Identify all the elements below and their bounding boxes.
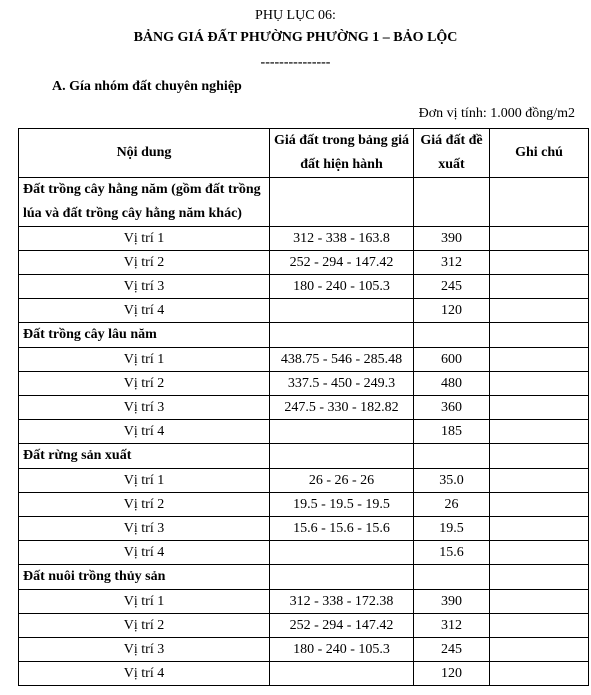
table-row [19,372,589,396]
category-row [19,444,589,469]
table-row [19,614,589,638]
note-cell [490,590,589,614]
table-row [19,493,589,517]
table-row [19,299,589,323]
empty-cell [270,444,414,469]
note-cell [490,348,589,372]
position-label: Vị trí 2 [19,372,270,396]
proposed-price-cell: 19.5 [414,517,490,541]
table-header-row [19,129,589,178]
document-title: BẢNG GIÁ ĐẤT PHƯỜNG PHƯỜNG 1 – BẢO LỘC [133,30,458,45]
position-label: Vị trí 4 [19,420,270,444]
position-label: Vị trí 2 [19,614,270,638]
position-label: Vị trí 1 [19,590,270,614]
position-label: Vị trí 3 [19,396,270,420]
note-cell [490,469,589,493]
position-label: Vị trí 4 [19,541,270,565]
position-label: Vị trí 3 [19,275,270,299]
column-header-proposed-price: Giá đất đề xuất [414,129,490,178]
position-label: Vị trí 1 [19,469,270,493]
note-cell [490,396,589,420]
table-row [19,227,589,251]
price-table [18,128,589,686]
note-cell [490,493,589,517]
proposed-price-cell: 120 [414,662,490,686]
position-label: Vị trí 3 [19,638,270,662]
proposed-price-cell: 120 [414,299,490,323]
current-price-cell: 337.5 - 450 - 249.3 [270,372,414,396]
table-row [19,420,589,444]
empty-cell [414,178,490,227]
empty-cell [270,565,414,590]
table-row [19,348,589,372]
note-cell [490,227,589,251]
current-price-cell: 180 - 240 - 105.3 [270,638,414,662]
table-row [19,469,589,493]
current-price-cell: 19.5 - 19.5 - 19.5 [270,493,414,517]
empty-cell [270,178,414,227]
proposed-price-cell: 26 [414,493,490,517]
proposed-price-cell: 245 [414,275,490,299]
unit-note: Đơn vị tính: 1.000 đồng/m2 [418,106,575,121]
category-name: Đất rừng sản xuất [19,444,270,469]
current-price-cell: 252 - 294 - 147.42 [270,251,414,275]
position-label: Vị trí 4 [19,662,270,686]
empty-cell [490,444,589,469]
section-heading: A. Gía nhóm đất chuyên nghiệp [52,79,242,94]
proposed-price-cell: 600 [414,348,490,372]
empty-cell [414,565,490,590]
table-row [19,251,589,275]
empty-cell [414,323,490,348]
position-label: Vị trí 2 [19,493,270,517]
proposed-price-cell: 390 [414,227,490,251]
proposed-price-cell: 312 [414,251,490,275]
current-price-cell: 252 - 294 - 147.42 [270,614,414,638]
note-cell [490,299,589,323]
note-cell [490,275,589,299]
table-row [19,541,589,565]
column-header-note: Ghi chú [490,129,589,178]
note-cell [490,251,589,275]
position-label: Vị trí 1 [19,348,270,372]
current-price-cell: 15.6 - 15.6 - 15.6 [270,517,414,541]
current-price-cell: 312 - 338 - 163.8 [270,227,414,251]
note-cell [490,614,589,638]
table-body [19,178,589,686]
title-separator: --------------- [260,55,331,70]
empty-cell [414,444,490,469]
proposed-price-cell: 360 [414,396,490,420]
note-cell [490,662,589,686]
empty-cell [490,178,589,227]
category-row [19,565,589,590]
proposed-price-cell: 15.6 [414,541,490,565]
table-row [19,662,589,686]
proposed-price-cell: 35.0 [414,469,490,493]
table-row [19,275,589,299]
current-price-cell: 247.5 - 330 - 182.82 [270,396,414,420]
empty-cell [270,323,414,348]
column-header-content: Nội dung [19,129,270,178]
position-label: Vị trí 1 [19,227,270,251]
table-row [19,638,589,662]
table-row [19,517,589,541]
category-row [19,323,589,348]
current-price-cell: 438.75 - 546 - 285.48 [270,348,414,372]
category-name: Đất trồng cây lâu năm [19,323,270,348]
empty-cell [490,565,589,590]
current-price-cell: 26 - 26 - 26 [270,469,414,493]
position-label: Vị trí 2 [19,251,270,275]
category-row [19,178,589,227]
current-price-cell: 180 - 240 - 105.3 [270,275,414,299]
current-price-cell [270,541,414,565]
category-name: Đất trồng cây hằng năm (gồm đất trồng lúa và đất trồng cây hằng năm khác) [19,178,270,227]
category-name: Đất nuôi trồng thủy sản [19,565,270,590]
column-header-current-price: Giá đất trong bảng giá đất hiện hành [270,129,414,178]
proposed-price-cell: 390 [414,590,490,614]
proposed-price-cell: 185 [414,420,490,444]
proposed-price-cell: 480 [414,372,490,396]
proposed-price-cell: 245 [414,638,490,662]
note-cell [490,638,589,662]
table-row [19,396,589,420]
proposed-price-cell: 312 [414,614,490,638]
current-price-cell: 312 - 338 - 172.38 [270,590,414,614]
position-label: Vị trí 4 [19,299,270,323]
table-row [19,590,589,614]
note-cell [490,541,589,565]
note-cell [490,420,589,444]
current-price-cell [270,662,414,686]
current-price-cell [270,299,414,323]
position-label: Vị trí 3 [19,517,270,541]
empty-cell [490,323,589,348]
note-cell [490,517,589,541]
note-cell [490,372,589,396]
appendix-label: PHỤ LỤC 06: [255,8,336,23]
current-price-cell [270,420,414,444]
